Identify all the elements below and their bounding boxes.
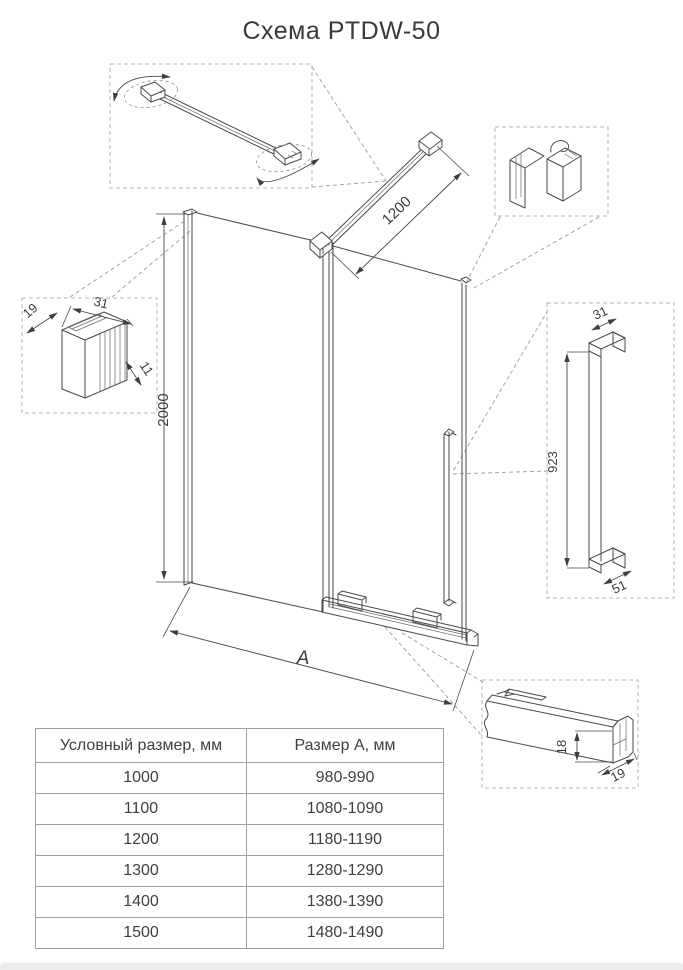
door-handle [444, 429, 456, 606]
dim-label-profile-width: 31 [92, 293, 110, 312]
dimension-support-bar [331, 146, 469, 279]
cell-size-a: 1380-1390 [247, 887, 444, 918]
page-title: Схема PTDW-50 [242, 17, 441, 45]
cell-nominal-size: 1400 [36, 887, 247, 918]
cell-size-a: 1280-1290 [247, 856, 444, 887]
cell-nominal-size: 1500 [36, 918, 247, 949]
dim-label-rail-depth: 19 [608, 765, 628, 785]
dim-label-profile-depth: 19 [19, 300, 41, 321]
table-row [36, 763, 444, 794]
dim-label-profile-rib: 11 [136, 358, 157, 379]
table-row [36, 856, 444, 887]
table-row [36, 918, 444, 949]
bottom-rail [322, 591, 478, 646]
leader-lines [70, 67, 599, 736]
dim-label-rail-height: 18 [554, 739, 569, 755]
table-row [36, 794, 444, 825]
bottom-page-edge [0, 962, 683, 970]
detail-box-support-bar [110, 64, 319, 188]
detail-box-wall-profile [20, 294, 157, 413]
wall-profile [183, 209, 197, 585]
fixed-glass-panel [192, 213, 323, 612]
dim-label-support-bar: 1200 [378, 193, 415, 229]
dim-label-handle-width: 31 [590, 303, 610, 323]
dimension-width-a [163, 587, 474, 711]
main-assembly [155, 132, 478, 711]
detail-box-bottom-rail [482, 680, 638, 788]
support-bar [310, 132, 442, 258]
dim-label-handle-height: 923 [545, 451, 560, 473]
table-row [36, 887, 444, 918]
cell-nominal-size: 1300 [36, 856, 247, 887]
detail-box-seal-profile [495, 127, 608, 216]
dim-label-handle-depth: 51 [609, 577, 629, 597]
cell-size-a: 1080-1090 [247, 794, 444, 825]
table-row [36, 825, 444, 856]
cell-size-a: 980-990 [247, 763, 444, 794]
cell-nominal-size: 1000 [36, 763, 247, 794]
dim-label-width-a: A [296, 648, 310, 669]
cell-size-a: 1480-1490 [247, 918, 444, 949]
detail-box-handle [545, 303, 674, 598]
col-header-size-a: Размер А, мм [247, 729, 444, 763]
size-table [35, 728, 444, 949]
sliding-door-panel [329, 241, 471, 641]
dim-label-height: 2000 [155, 393, 172, 427]
cell-nominal-size: 1200 [36, 825, 247, 856]
dimension-height [155, 214, 192, 582]
table-header-row [36, 729, 444, 763]
cell-nominal-size: 1100 [36, 794, 247, 825]
cell-size-a: 1180-1190 [247, 825, 444, 856]
col-header-nominal-size: Условный размер, мм [36, 729, 247, 763]
